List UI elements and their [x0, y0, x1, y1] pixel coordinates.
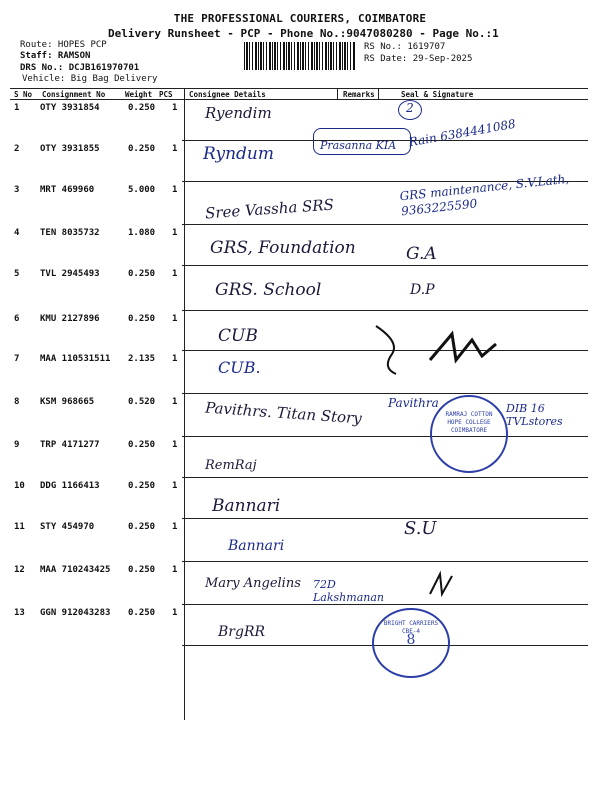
handwritten-remark: Prasanna KIA — [313, 128, 411, 155]
header-bottom-border — [10, 99, 588, 100]
handwritten-remark: 72D Lakshmanan — [313, 578, 384, 604]
handwritten-signature: Pavithra — [388, 396, 439, 410]
row-divider — [182, 477, 588, 478]
col-header-consignment: Consignment No — [42, 90, 106, 99]
drs-number: DRS No.: DCJB161970701 — [20, 63, 140, 73]
row-pcs: 1 — [172, 103, 178, 113]
row-divider — [182, 518, 588, 519]
rs-number: RS No.: 1619707 — [364, 42, 446, 52]
row-pcs: 1 — [172, 354, 178, 364]
col-header-sno: S No — [14, 90, 33, 99]
runsheet-subtitle: Delivery Runsheet - PCP - Phone No.:9047080280 - Page No.:1 — [108, 27, 499, 40]
handwritten-consignee: BrgRR — [218, 624, 266, 640]
handwritten-signature: D.P — [410, 282, 435, 298]
row-weight: 0.250 — [128, 440, 156, 450]
handwritten-consignee: CUB — [218, 326, 258, 346]
row-pcs: 1 — [172, 522, 178, 532]
rs-date: RS Date: 29-Sep-2025 — [364, 54, 473, 64]
barcode — [244, 42, 356, 70]
handwritten-consignee: Pavithrs. Titan Story — [204, 398, 363, 428]
ramraj-stamp — [430, 395, 508, 473]
handwritten-consignee: Bannari — [212, 496, 281, 516]
row-weight: 1.080 — [128, 228, 156, 238]
row-sno: 13 — [14, 608, 25, 618]
row-sno: 2 — [14, 144, 20, 154]
row-divider — [182, 436, 588, 437]
row-weight: 2.135 — [128, 354, 156, 364]
row-divider — [182, 604, 588, 605]
route-label: Route: HOPES PCP — [20, 40, 107, 50]
table-top-border — [10, 88, 588, 89]
signature-scribble — [372, 320, 512, 380]
handwritten-consignee: GRS. School — [215, 280, 322, 300]
col-header-remarks: Remarks — [343, 90, 375, 99]
row-sno: 1 — [14, 103, 20, 113]
row-weight: 0.250 — [128, 314, 156, 324]
col-header-consignee: Consignee Details — [189, 90, 266, 99]
row-divider — [182, 393, 588, 394]
row-sno: 12 — [14, 565, 25, 575]
row-consignment-no: MRT 469960 — [40, 185, 95, 195]
company-title: THE PROFESSIONAL COURIERS, COIMBATORE — [173, 12, 427, 25]
handwritten-note: DIB 16 TVLstores — [506, 402, 563, 428]
row-pcs: 1 — [172, 185, 178, 195]
row-sno: 11 — [14, 522, 25, 532]
row-weight: 0.250 — [128, 144, 156, 154]
row-sno: 10 — [14, 481, 25, 491]
row-pcs: 1 — [172, 314, 178, 324]
row-pcs: 1 — [172, 397, 178, 407]
row-consignment-no: KMU 2127896 — [40, 314, 100, 324]
row-consignment-no: TEN 8035732 — [40, 228, 100, 238]
stamp-text: RAMRAJ COTTON HOPE COLLEGE COIMBATORE — [445, 411, 493, 434]
row-sno: 9 — [14, 440, 20, 450]
row-consignment-no: KSM 968665 — [40, 397, 95, 407]
row-divider — [182, 310, 588, 311]
row-consignment-no: OTY 3931855 — [40, 144, 100, 154]
row-sno: 8 — [14, 397, 20, 407]
row-sno: 4 — [14, 228, 20, 238]
col-divider — [184, 88, 185, 720]
row-pcs: 1 — [172, 608, 178, 618]
col-divider — [378, 88, 379, 100]
handwritten-consignee: CUB. — [218, 358, 261, 377]
handwritten-consignee: GRS, Foundation — [210, 238, 356, 258]
col-header-seal: Seal & Signature — [401, 90, 474, 99]
row-weight: 0.250 — [128, 481, 156, 491]
handwritten-seal-mark: 2 — [398, 100, 422, 120]
handwritten-consignee: Ryndum — [203, 144, 275, 164]
row-pcs: 1 — [172, 144, 178, 154]
row-divider — [182, 561, 588, 562]
row-consignment-no: MAA 710243425 — [40, 565, 111, 575]
handwritten-consignee: Bannari — [228, 538, 285, 554]
row-weight: 0.250 — [128, 565, 156, 575]
stamp-text: BRIGHT CARRIERS CBE-4 — [383, 620, 439, 635]
row-weight: 0.250 — [128, 269, 156, 279]
row-consignment-no: MAA 110531511 — [40, 354, 111, 364]
row-sno: 5 — [14, 269, 20, 279]
handwritten-signature: GRS maintenance, S.V.Lath, 9363225590 — [398, 171, 570, 219]
row-consignment-no: TVL 2945493 — [40, 269, 100, 279]
col-divider — [337, 88, 338, 100]
handwritten-consignee: RemRaj — [205, 458, 257, 473]
row-divider — [182, 265, 588, 266]
vehicle-label: Vehicle: Big Bag Delivery — [22, 74, 158, 84]
row-sno: 3 — [14, 185, 20, 195]
row-pcs: 1 — [172, 440, 178, 450]
row-consignment-no: OTY 3931854 — [40, 103, 100, 113]
bright-carriers-stamp — [372, 608, 450, 678]
staff-label: Staff: RAMSON — [20, 51, 91, 61]
signature-scribble — [426, 570, 456, 600]
handwritten-signature: G.A — [406, 244, 437, 264]
col-header-pcs: PCS — [159, 90, 173, 99]
handwritten-signature: Rain 6384441088 — [407, 116, 517, 150]
handwritten-signature: S.U — [404, 518, 437, 539]
row-consignment-no: TRP 4171277 — [40, 440, 100, 450]
row-consignment-no: GGN 912043283 — [40, 608, 111, 618]
row-sno: 6 — [14, 314, 20, 324]
row-divider — [182, 224, 588, 225]
row-pcs: 1 — [172, 565, 178, 575]
handwritten-consignee: Sree Vassha SRS — [204, 195, 335, 223]
row-pcs: 1 — [172, 481, 178, 491]
row-pcs: 1 — [172, 228, 178, 238]
stamp-mark: 8 — [406, 632, 416, 648]
row-weight: 0.520 — [128, 397, 156, 407]
col-header-weight: Weight — [125, 90, 153, 99]
row-pcs: 1 — [172, 269, 178, 279]
row-weight: 0.250 — [128, 522, 156, 532]
row-consignment-no: DDG 1166413 — [40, 481, 100, 491]
row-weight: 0.250 — [128, 103, 156, 113]
handwritten-consignee: Mary Angelins — [205, 576, 301, 591]
row-consignment-no: STY 454970 — [40, 522, 95, 532]
row-weight: 5.000 — [128, 185, 156, 195]
handwritten-consignee: Ryendim — [205, 104, 272, 122]
row-sno: 7 — [14, 354, 20, 364]
row-weight: 0.250 — [128, 608, 156, 618]
